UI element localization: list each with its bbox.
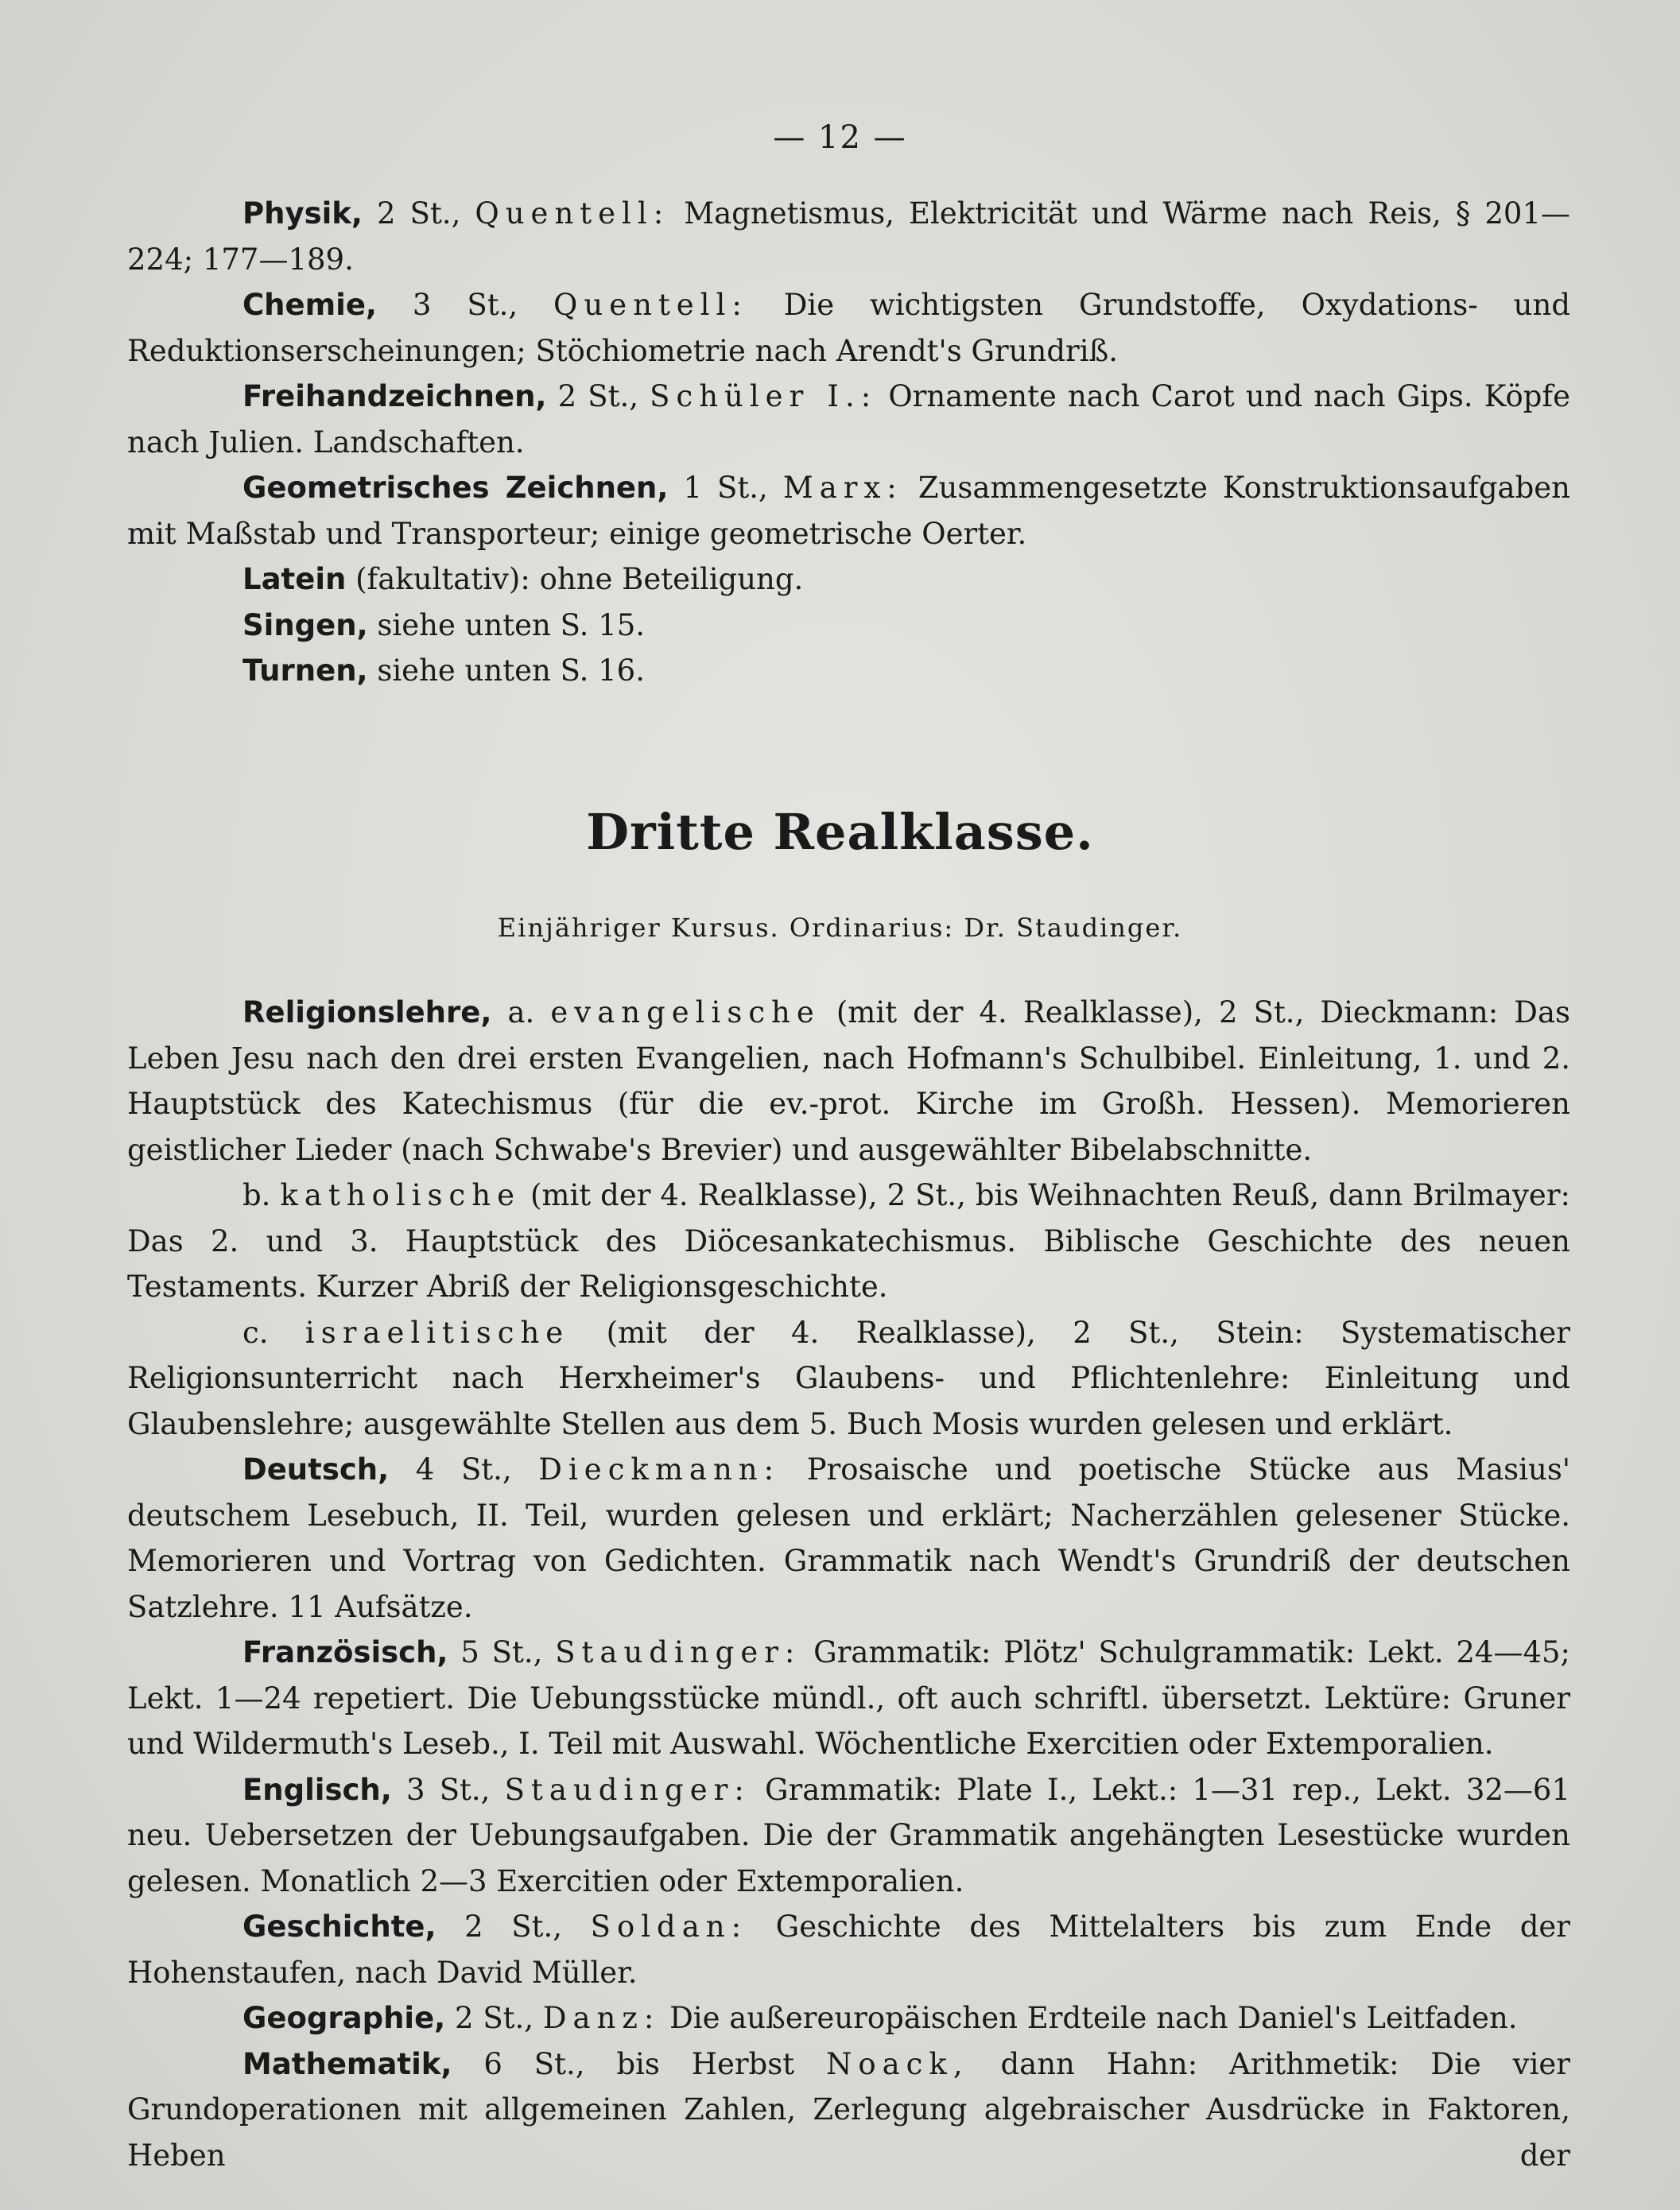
teacher-name: Quentell: (553, 288, 748, 322)
teacher-name: Staudinger: (504, 1772, 751, 1807)
entry-singen: Singen, siehe unten S. 15. (242, 607, 646, 642)
subject-label: Latein (242, 562, 347, 596)
entry-deutsch: Deutsch, 4 St., Dieckmann: Prosaische und poetische Stücke aus Masius' deutschem Lesebuch, II. Teil, wurden gelesen und erklärt; Nacherzählen gelesener Stücke. Memorieren und Vortrag von Gedichten. Grammatik nach Wendt's Grundriß der deutschen Satzlehre. 11 Aufsätze. (127, 1452, 1570, 1624)
subject-label: Geographie, (242, 2001, 446, 2035)
subject-label: Französisch, (242, 1635, 448, 1669)
top-subject-list (127, 191, 1570, 694)
page-number: — 12 — (773, 119, 907, 156)
teacher-name: Noack, (825, 2046, 969, 2081)
teacher-name: evangelische (550, 995, 821, 1029)
entry-geographie: Geographie, 2 St., Danz: Die außereuropäischen Erdteile nach Daniel's Leitfaden. (242, 2001, 1518, 2035)
subject-label: Englisch, (242, 1772, 392, 1807)
subject-label: Geometrisches Zeichnen, (242, 471, 669, 505)
entry-franzoesisch: Französisch, 5 St., Staudinger: Grammatik: Plötz' Schulgrammatik: Lekt. 24—45; Lekt. 1—24 repetiert. Die Uebungsstücke mündl., oft auch schriftl. übersetzt. Lektüre: Gruner und Wildermuth's Leseb., I. Teil mit Auswahl. Wöchentliche Exercitien oder Extemporalien. (127, 1635, 1571, 1761)
teacher-name: Soldan: (590, 1910, 748, 1944)
subject-label: Chemie, (242, 288, 377, 322)
entry-englisch: Englisch, 3 St., Staudinger: Grammatik: Plate I., Lekt.: 1—31 rep., Lekt. 32—61 neu. Uebersetzen der Uebungsaufgaben. Die der Grammatik angehängten Lesestücke wurden gelesen. Monatlich 2—3 Exercitien oder Extemporalien. (127, 1772, 1571, 1898)
entry-freihandzeichnen: Freihandzeichnen, 2 St., Schüler I.: Ornamente nach Carot und nach Gips. Köpfe nach Julien. Landschaften. (127, 379, 1571, 459)
entry-religionslehre-a: Religionslehre, a. evangelische (mit der 4. Realklasse), 2 St., Dieckmann: Das Leben Jesu nach den drei ersten Evangelien, nach Hofmann's Schulbibel. Einleitung, 1. und 2. Hauptstück des Katechismus (für die ev.-prot. Kirche im Großh. Hessen). Memorieren geistlicher Lieder (nach Schwabe's Brevier) und ausgewählter Bibelabschnitte. (127, 995, 1571, 1167)
teacher-name: Marx: (782, 471, 903, 505)
subject-label: Singen, (242, 607, 368, 642)
entry-religionslehre-c: c. israelitische (mit der 4. Realklasse), 2 St., Stein: Systematischer Religionsunterricht nach Herxheimer's Glaubens- und Pflichtenlehre: Einleitung und Glaubenslehre; ausgewählte Stellen aus dem 5. Buch Mosis wurden gelesen und erklärt. (127, 1315, 1570, 1441)
teacher-name: Staudinger: (555, 1635, 801, 1669)
teacher-name: Danz: (542, 2001, 661, 2035)
entry-latein: Latein (fakultativ): ohne Beteiligung. (242, 562, 804, 596)
entry-turnen: Turnen, siehe unten S. 16. (242, 653, 645, 688)
bottom-subject-list (127, 990, 1570, 2178)
teacher-name: Quentell: (475, 196, 670, 231)
entry-geschichte: Geschichte, 2 St., Soldan: Geschichte des Mittelalters bis zum Ende der Hohenstaufen, nach David Müller. (127, 1910, 1570, 1990)
entry-chemie: Chemie, 3 St., Quentell: Die wichtigsten Grundstoffe, Oxydations- und Reduktionserscheinungen; Stöchiometrie nach Arendt's Grundriß. (127, 288, 1570, 368)
teacher-name: Schüler I.: (650, 379, 878, 413)
section-title: Dritte Realklasse. (586, 803, 1094, 861)
teacher-name: katholische (280, 1178, 521, 1212)
subject-label: Turnen, (242, 653, 368, 688)
subject-label: Freihandzeichnen, (242, 379, 547, 413)
subject-label: Religionslehre, (242, 995, 492, 1029)
subject-label: Physik, (242, 196, 363, 231)
entry-physik: Physik, 2 St., Quentell: Magnetismus, Elektricität und Wärme nach Reis, § 201—224; 177—189. (127, 196, 1570, 277)
teacher-name: israelitische (305, 1315, 570, 1350)
teacher-name: Dieckmann: (538, 1452, 781, 1487)
entry-geometrisches-zeichnen: Geometrisches Zeichnen, 1 St., Marx: Zusammengesetzte Konstruktionsaufgaben mit Maßstab und Transporteur; einige geometrische Oerter. (127, 471, 1571, 551)
section-subtitle: Einjähriger Kursus. Ordinarius: Dr. Staudinger. (497, 913, 1183, 943)
subject-label: Deutsch, (242, 1452, 390, 1487)
entry-religionslehre-b: b. katholische (mit der 4. Realklasse), 2 St., bis Weihnachten Reuß, dann Brilmayer: Das 2. und 3. Hauptstück des Diöcesankatechismus. Biblische Geschichte des neuen Testaments. Kurzer Abriß der Religionsgeschichte. (127, 1178, 1570, 1304)
subject-label: Mathematik, (242, 2046, 452, 2081)
subject-label: Geschichte, (242, 1910, 436, 1944)
entry-mathematik: Mathematik, 6 St., bis Herbst Noack, dann Hahn: Arithmetik: Die vier Grundoperationen mit allgemeinen Zahlen, Zerlegung algebraischer Ausdrücke in Faktoren, Heben der (127, 2046, 1570, 2173)
